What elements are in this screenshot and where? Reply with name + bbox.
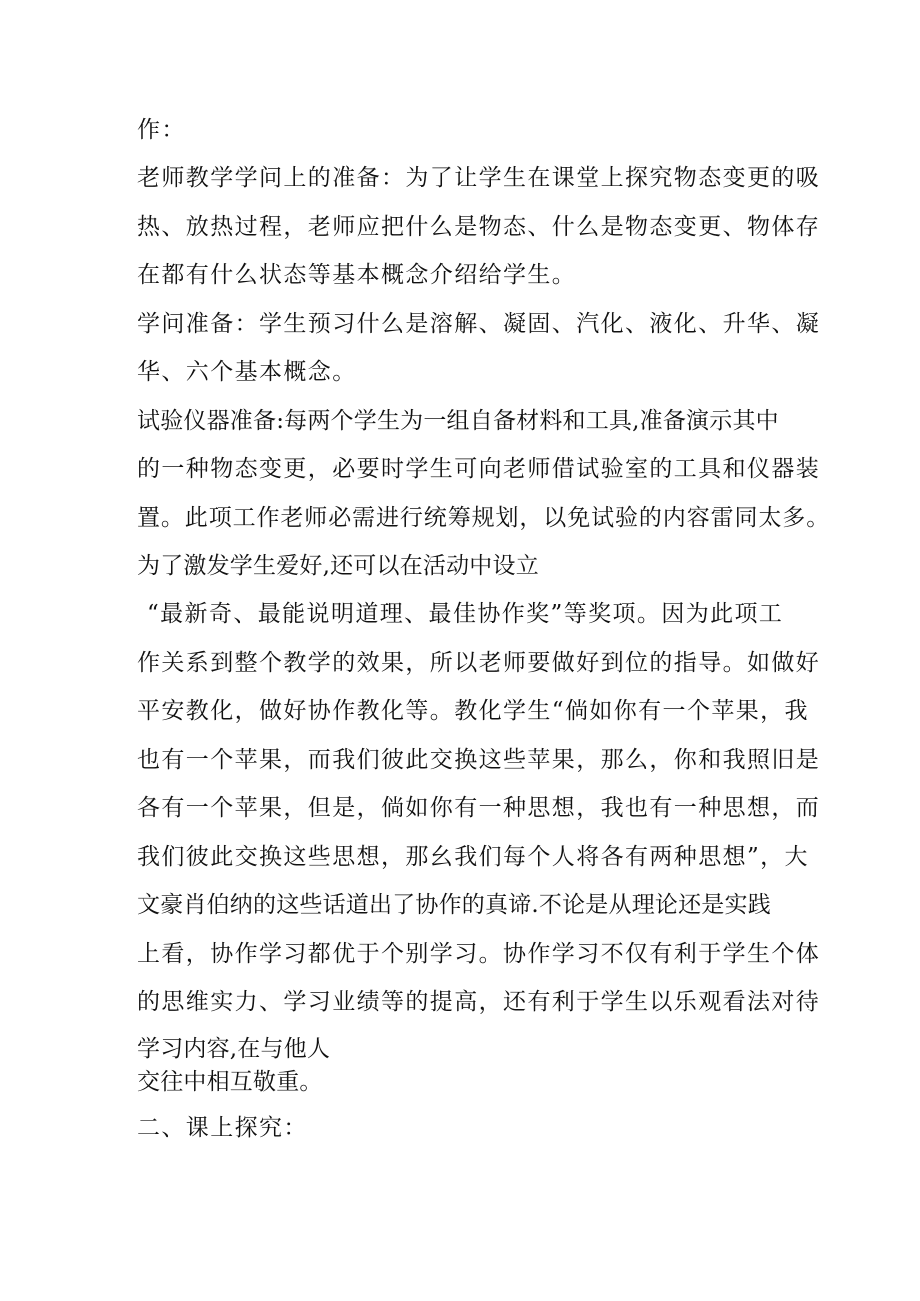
section-heading: 二、课上探究： [137,1115,308,1141]
text-line: 试验仪器准备:每两个学生为一组自备材料和工具,准备演示其中 [137,408,779,434]
text-line: 置。此项工作老师必需进行统筹规划，以免试验的内容雷同太多。 [137,505,831,531]
text-line: 各有一个苹果，但是，倘如你有一种思想，我也有一种思想，而 [137,795,821,821]
text-line: 在都有什么状态等基本概念介绍给学生。 [137,262,577,288]
text-line: 为了激发学生爱好,还可以在活动中设立 [137,553,539,579]
text-line: 文豪肖伯纳的这些话道出了协作的真谛.不论是从理论还是实践 [137,892,771,918]
text-line: 我们彼此交换这些思想，那幺我们每个人将各有两种思想”，大 [137,844,809,870]
text-line: 热、放热过程，老师应把什么是物态、什么是物态变更、物体存 [137,214,821,240]
text-line: 上看，协作学习都优于个别学习。协作学习不仅有利于学生个体 [137,941,821,967]
text-line: 华、六个基本概念。 [137,359,357,385]
text-line: 老师教学学问上的准备：为了让学生在课堂上探究物态变更的吸 [137,165,821,191]
text-line: 作： [137,117,186,143]
text-line: 学习内容,在与他人 [137,1036,331,1062]
text-line: 平安教化，做好协作教化等。教化学生“倘如你有一个苹果，我 [137,698,809,724]
text-line: 也有一个苹果，而我们彼此交换这些苹果，那么，你和我照旧是 [137,747,821,773]
text-line: 的思维实力、学习业绩等的提高，还有利于学生以乐观看法对待 [137,989,821,1015]
text-line: 学问准备：学生预习什么是溶解、凝固、汽化、液化、升华、凝 [137,311,821,337]
text-line: “最新奇、最能说明道理、最佳协作奖”等奖项。因为此项工 [147,601,784,627]
text-line: 作关系到整个教学的效果，所以老师要做好到位的指导。如做好 [137,650,821,676]
text-line: 交往中相互敬重。 [137,1069,323,1095]
text-line: 的一种物态变更，必要时学生可向老师借试验室的工具和仪器装 [137,456,821,482]
